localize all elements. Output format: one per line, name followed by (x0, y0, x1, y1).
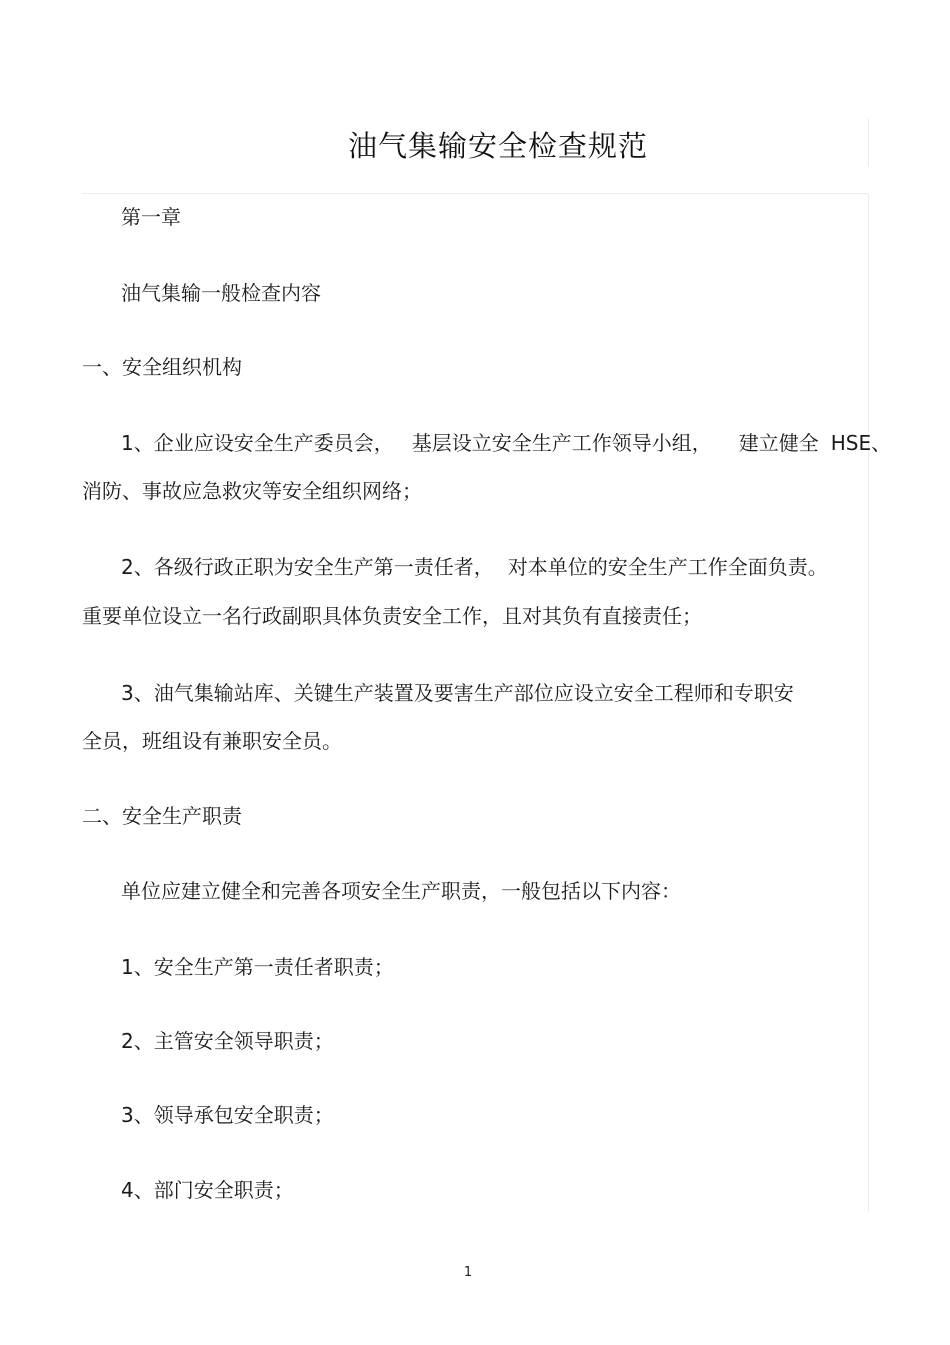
list-item: 2、主管安全领导职责； (121, 1029, 334, 1053)
list-item: 4、部门安全职责； (121, 1178, 294, 1202)
header-rule (82, 193, 868, 194)
section-heading-1: 一、安全组织机构 (82, 355, 242, 379)
paragraph-1-part-1: 1、企业应设安全生产委员会， (121, 431, 394, 455)
paragraph-1-part-2: 基层设立安全生产工作领导小组， (411, 431, 712, 455)
paragraph-2-line-1 (121, 555, 828, 579)
chapter-title: 油气集输一般检查内容 (121, 281, 321, 305)
section-heading-2: 二、安全生产职责 (82, 804, 242, 828)
paragraph-1-line-1 (121, 431, 891, 455)
paragraph-1-line-2: 消防、事故应急救灾等安全组织网络； (82, 479, 422, 503)
paragraph-3-line-1: 3、油气集输站库、关键生产装置及要害生产部位应设立安全工程师和专职安 (121, 681, 794, 705)
paragraph-2-part-2: 对本单位的安全生产工作全面负责。 (507, 555, 828, 579)
page-number: 1 (463, 1265, 473, 1280)
margin-line-right (868, 194, 869, 1212)
margin-line-top (868, 118, 869, 166)
chapter-label: 第一章 (121, 205, 181, 229)
document-title: 油气集输安全检查规范 (347, 129, 648, 163)
section-2-intro: 单位应建立健全和完善各项安全生产职责，一般包括以下内容： (121, 879, 681, 903)
paragraph-1-part-3: 建立健全 (738, 431, 819, 455)
paragraph-2-line-2: 重要单位设立一名行政副职具体负责安全工作，且对其负有直接责任； (82, 604, 702, 628)
list-item: 3、领导承包安全职责； (121, 1103, 334, 1127)
paragraph-1-part-4: HSE、 (830, 431, 892, 455)
paragraph-2-part-1: 2、各级行政正职为安全生产第一责任者， (121, 555, 494, 579)
list-item: 1、安全生产第一责任者职责； (121, 955, 394, 979)
paragraph-3-line-2: 全员，班组设有兼职安全员。 (82, 729, 342, 753)
